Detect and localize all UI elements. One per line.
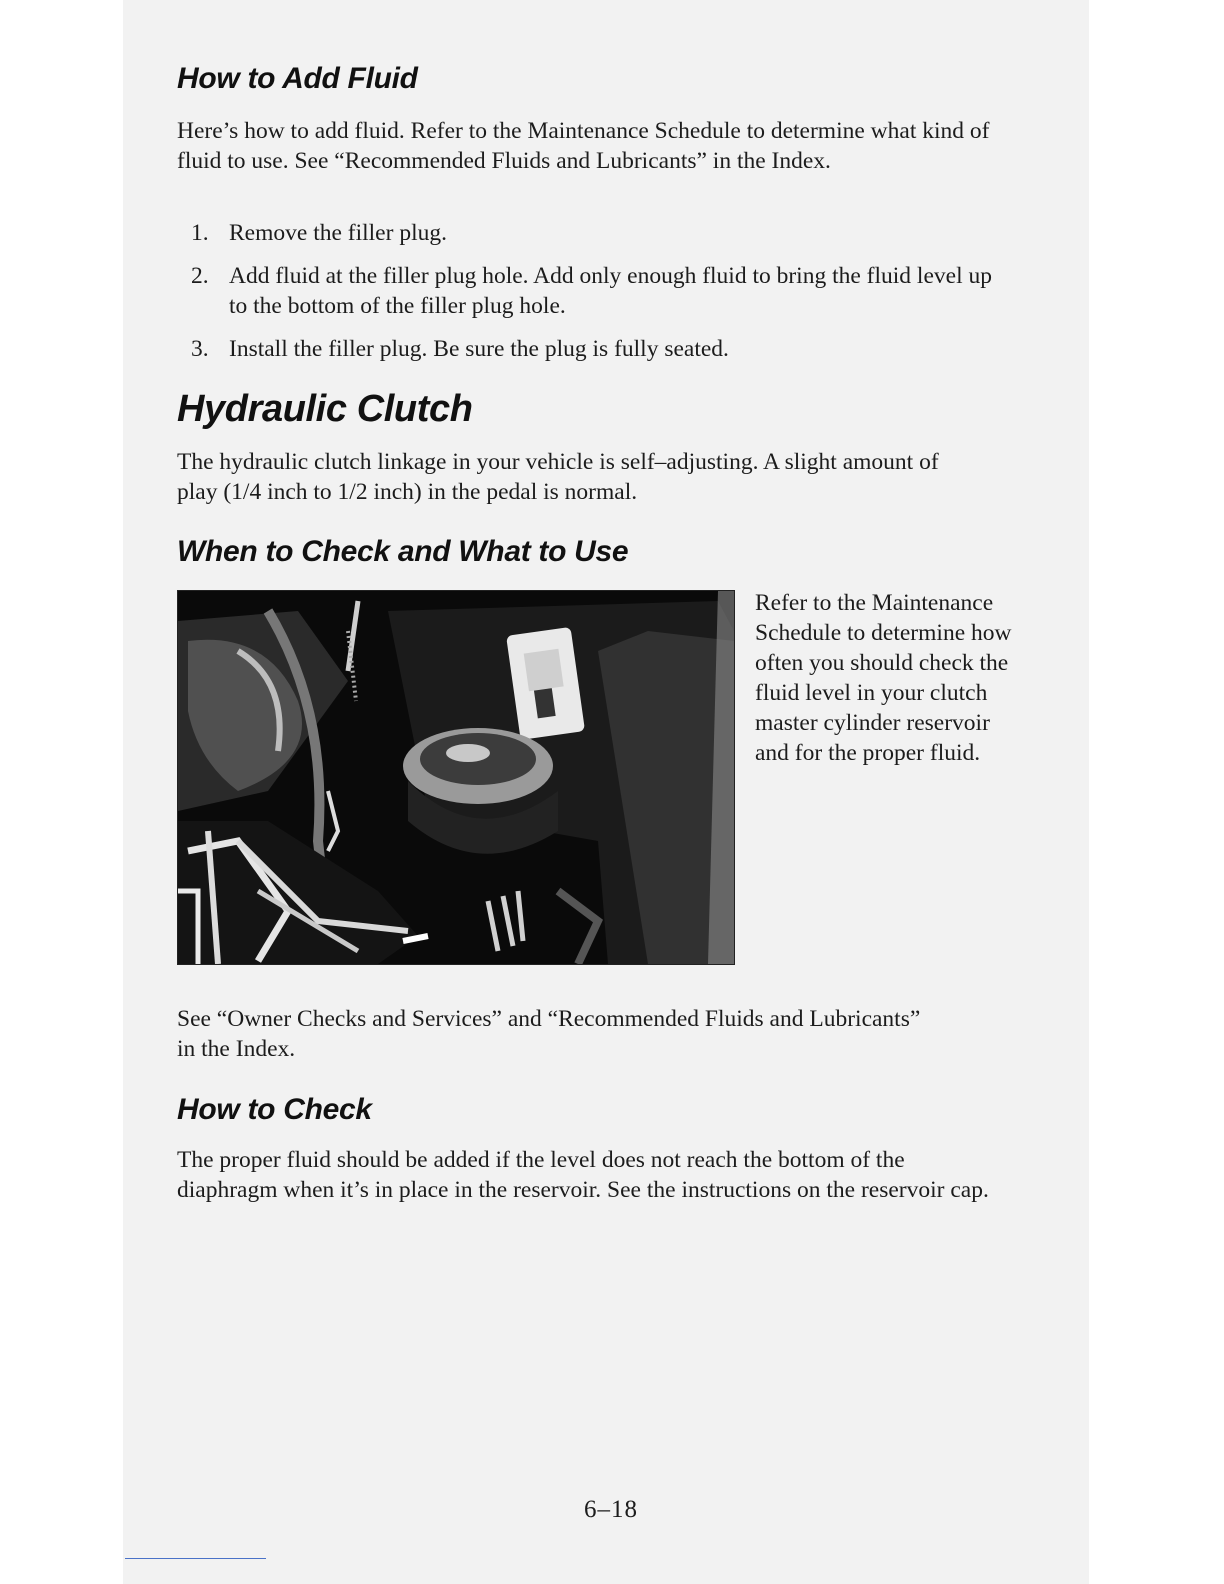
step-item	[177, 261, 997, 321]
step-number: 1.	[191, 220, 209, 246]
step-item	[177, 334, 997, 364]
step-number: 2.	[191, 263, 209, 289]
step-number: 3.	[191, 336, 209, 362]
step-text: Remove the filler plug.	[229, 220, 447, 246]
see-also-text: See “Owner Checks and Services” and “Recommended Fluids and Lubricants” in the Index.	[177, 1006, 921, 1062]
page-number: 6–18	[584, 1496, 638, 1523]
how-to-check-body: The proper fluid should be added if the level does not reach the bottom of the diaphragm when it’s in place in the reservoir. See the instructions on the reservoir cap.	[177, 1147, 989, 1203]
how-to-add-fluid-heading: How to Add Fluid	[177, 62, 418, 95]
footer-rule	[125, 1558, 266, 1559]
when-to-check-side-text: Refer to the Maintenance Schedule to determine how often you should check the fluid level in your clutch master cylinder reservoir and for the proper fluid.	[755, 590, 1012, 766]
step-text: Install the filler plug. Be sure the plug is fully seated.	[229, 336, 729, 362]
step-item	[177, 218, 997, 248]
hydraulic-clutch-heading: Hydraulic Clutch	[177, 388, 473, 430]
when-to-check-heading: When to Check and What to Use	[177, 535, 629, 568]
how-to-check-heading: How to Check	[177, 1093, 372, 1126]
engine-compartment-illustration	[178, 591, 734, 964]
add-fluid-intro: Here’s how to add fluid. Refer to the Maintenance Schedule to determine what kind of fluid to use. See “Recommended Fluids and Lubricants” in the Index.	[177, 118, 990, 174]
add-fluid-steps	[177, 218, 997, 377]
clutch-reservoir-photo	[177, 590, 735, 965]
hydraulic-clutch-body: The hydraulic clutch linkage in your vehicle is self–adjusting. A slight amount of play (1/4 inch to 1/2 inch) in the pedal is normal.	[177, 449, 939, 505]
step-text: Add fluid at the filler plug hole. Add only enough fluid to bring the fluid level up to the bottom of the filler plug hole.	[229, 263, 992, 319]
